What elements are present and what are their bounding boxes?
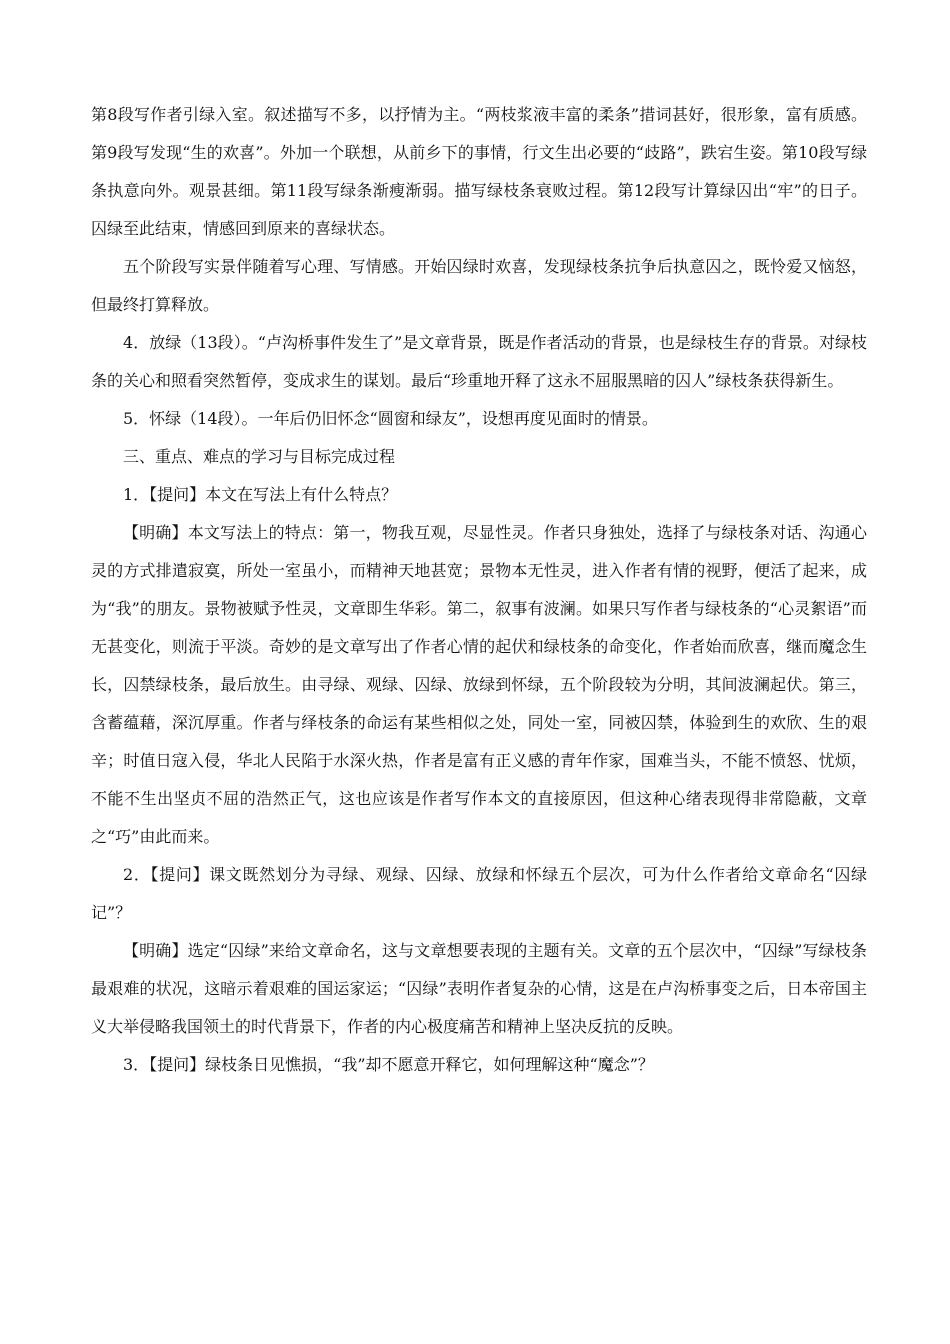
- question-1: 1．【提问】本文在写法上有什么特点？: [123, 485, 398, 504]
- question-2: 2．【提问】课文既然划分为寻绿、观绿、囚绿、放绿和怀绿五个层次，可为什么作者给文章命名“囚绿记”？: [91, 865, 867, 922]
- paragraph-2: 五个阶段写实景伴随着写心理、写情感。开始囚绿时欢喜，发现绿枝条抗争后执意囚之，既怜爱又恼怒，但最终打算释放。: [91, 257, 867, 314]
- paragraph-1: 第8段写作者引绿入室。叙述描写不多，以抒情为主。“两枝浆液丰富的柔条”措词甚好，很形象，富有质感。第9段写发现“生的欢喜”。外加一个联想，从前乡下的事情，行文生出必要的“歧路”，跌宕生姿。第10段写绿条执意向外。观景甚细。第11段写绿条渐瘦渐弱。描写绿枝条衰败过程。第12段写计算绿囚出“牢”的日子。囚绿至此结束，情感回到原来的喜绿状态。: [91, 105, 867, 238]
- answer-1: 【明确】本文写法上的特点：第一，物我互观，尽显性灵。作者只身独处，选择了与绿枝条对话、沟通心灵的方式排遣寂寞，所处一室虽小，而精神天地甚宽；景物本无性灵，进入作者有情的视野，便活了起来，成为“我”的朋友。景物被赋予性灵，文章即生华彩。第二，叙事有波澜。如果只写作者与绿枝条的“心灵絮语”而无甚变化，则流于平淡。奇妙的是文章写出了作者心情的起伏和绿枝条的命变化，作者始而欣喜，继而魔念生长，囚禁绿枝条，最后放生。由寻绿、观绿、囚绿、放绿到怀绿，五个阶段较为分明，其间波澜起伏。第三，含蓄蕴藉，深沉厚重。作者与绎枝条的命运有某些相似之处，同处一室，同被囚禁，体验到生的欢欣、生的艰辛；时值日寇入侵，华北人民陷于水深火热，作者是富有正义感的青年作家，国难当头，不能不愤怒、忧烦，不能不生出坚贞不屈的浩然正气，这也应该是作者写作本文的直接原因，但这种心绪表现得非常隐蔽，文章之“巧”由此而来。: [91, 523, 867, 846]
- section-heading: 三、重点、难点的学习与目标完成过程: [123, 447, 396, 466]
- paragraph-3: 4．放绿（13段）。“卢沟桥事件发生了”是文章背景，既是作者活动的背景，也是绿枝生存的背景。对绿枝条的关心和照看突然暂停，变成求生的谋划。最后“珍重地开释了这永不屈服黑暗的囚人”绿枝条获得新生。: [91, 333, 867, 390]
- paragraph-4: 5．怀绿（14段）。一年后仍旧怀念“圆窗和绿友”，设想再度见面时的情景。: [123, 409, 658, 428]
- question-3: 3．【提问】绿枝条日见憔损，“我”却不愿意开释它，如何理解这种“魔念”？: [123, 1055, 654, 1074]
- answer-2: 【明确】选定“囚绿”来给文章命名，这与文章想要表现的主题有关。文章的五个层次中，“囚绿”写绿枝条最艰难的状况，这暗示着艰难的国运家运；“囚绿”表明作者复杂的心情，这是在卢沟桥事变之后，日本帝国主义大举侵略我国领土的时代背景下，作者的内心极度痛苦和精神上坚决反抗的反映。: [91, 941, 867, 1036]
- document-page: [91, 96, 867, 1084]
